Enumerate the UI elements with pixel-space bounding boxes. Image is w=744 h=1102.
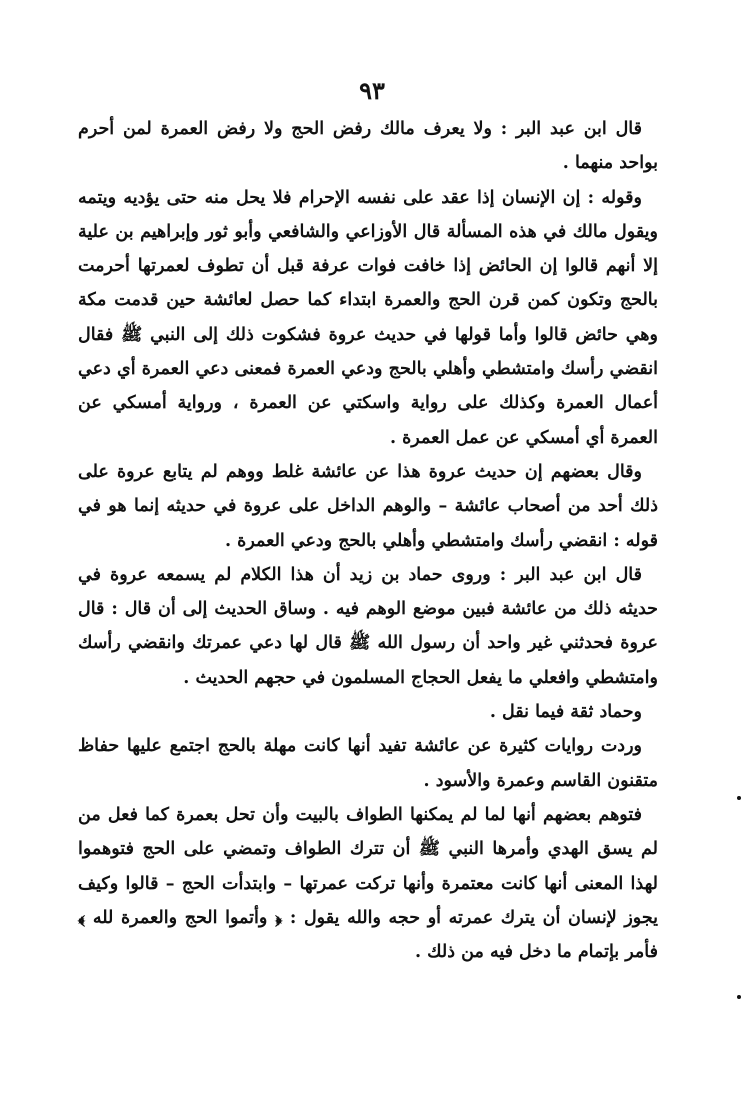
margin-mark-dot: [737, 995, 741, 999]
paragraph-7: فتوهم بعضهم أنها لما لم يمكنها الطواف بالبيت وأن تحل بعمرة كما فعل من لم يسق الهدي وأمرها النبي ﷺ أن تترك الطواف وتمضي على الحج فتوهموا لهذا المعنى أنها كانت معتمرة وأنها تركت عمرتها – وابتدأت الحج – قالوا وكيف يجوز لإنسان أن يترك عمرته أو حجه والله يقول : ﴿ وأتموا الحج والعمرة لله ﴾ فأمر بإتمام ما دخل فيه من ذلك .: [78, 804, 658, 963]
paragraph-1: قال ابن عبد البر : ولا يعرف مالك رفض الحج ولا رفض العمرة لمن أحرم بواحد منهما .: [78, 119, 658, 174]
paragraph-2: وقوله : إن الإنسان إذا عقد على نفسه الإحرام فلا يحل منه حتى يؤديه ويتمه ويقول مالك في هذه المسألة قال الأوزاعي والشافعي وأبو ثور وإبراهيم بن علية إلا أنهم قالوا إن الحائض إذا خافت فوات عرفة قبل أن تطوف لعمرتها أحرمت بالحج وتكون كمن قرن الحج والعمرة ابتداء كما حصل لعائشة حين قدمت مكة وهي حائض قالوا وأما قولها في حديث عروة فشكوت ذلك إلى النبي ﷺ فقال انقضي رأسك وامتشطي وأهلي بالحج ودعي العمرة فمعنى دعي العمرة أي دعي أعمال العمرة وكذلك على رواية واسكتي عن العمرة ، ورواية أمسكي عن العمرة أي أمسكي عن عمل العمرة .: [78, 187, 658, 448]
paragraph-3: وقال بعضهم إن حديث عروة هذا عن عائشة غلط ووهم لم يتابع عروة على ذلك أحد من أصحاب عائشة – والوهم الداخل على عروة في حديثه إنما هو في قوله : انقضي رأسك وامتشطي وأهلي بالحج ودعي العمرة .: [78, 461, 658, 551]
paragraph-4: قال ابن عبد البر : وروى حماد بن زيد أن هذا الكلام لم يسمعه عروة في حديثه ذلك من عائشة فبين موضع الوهم فيه . وساق الحديث إلى أن قال : قال عروة فحدثني غير واحد أن رسول الله ﷺ قال لها دعي عمرتك وانقضي رأسك وامتشطي وافعلي ما يفعل الحجاج المسلمون في حجهم الحديث .: [78, 564, 658, 688]
body-text: [78, 112, 658, 969]
margin-mark-dot: [737, 796, 741, 800]
paragraph-6: وردت روايات كثيرة عن عائشة تفيد أنها كانت مهلة بالحج اجتمع عليها حفاظ متقنون القاسم وعمرة والأسود .: [78, 736, 658, 791]
page-number: ٩٣: [359, 76, 385, 105]
paragraph-5: وحماد ثقة فيما نقل .: [489, 702, 642, 723]
